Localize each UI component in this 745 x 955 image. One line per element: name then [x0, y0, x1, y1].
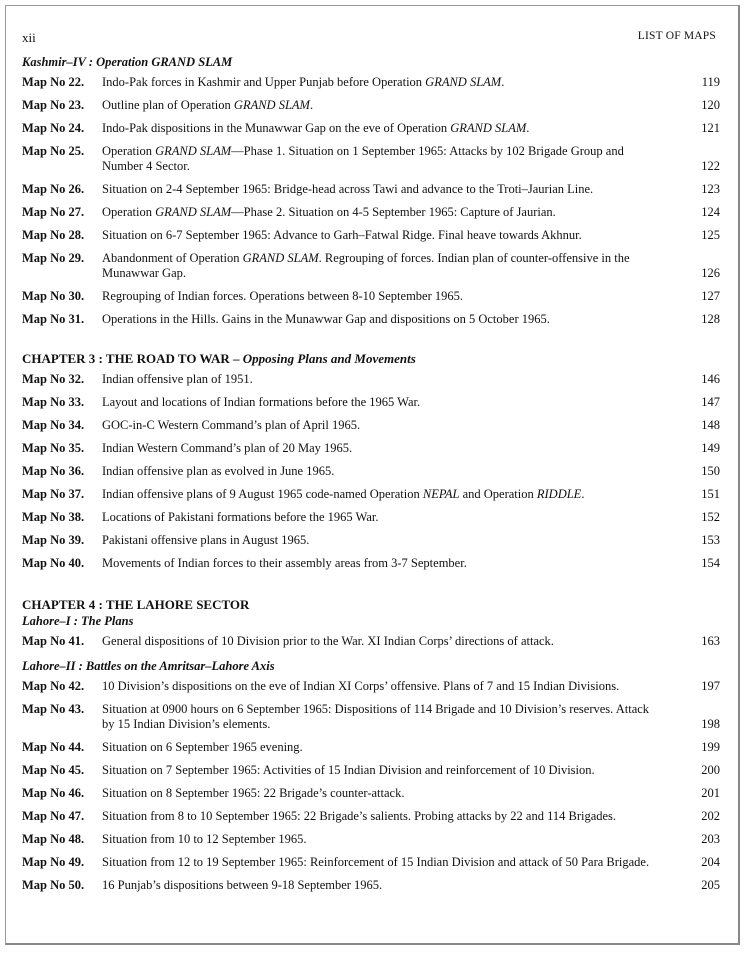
map-entry: [22, 878, 720, 893]
map-label: Map No 26.: [22, 182, 85, 196]
page-ref: 152: [701, 510, 720, 524]
page-ref: 120: [701, 98, 720, 112]
map-title: Pakistani offensive plans in August 1965.: [102, 533, 310, 547]
page-ref: 126: [701, 266, 720, 280]
map-entry: [22, 144, 720, 174]
map-label: Map No 23.: [22, 98, 85, 112]
running-title: LIST OF MAPS: [637, 30, 716, 42]
page-ref: 201: [701, 786, 720, 800]
page-number: xii: [22, 30, 36, 45]
map-label: Map No 29.: [22, 251, 85, 265]
map-entry: [22, 121, 720, 136]
map-label: Map No 27.: [22, 205, 85, 219]
map-entry: [22, 487, 720, 502]
map-label: Map No 41.: [22, 634, 85, 648]
map-entry: [22, 228, 720, 243]
map-entry: [22, 395, 720, 410]
map-title: Locations of Pakistani formations before the 1965 War.: [102, 510, 379, 524]
map-label: Map No 43.: [22, 702, 85, 716]
map-title: Situation on 7 September 1965: Activities of 15 Indian Division and reinforcement of 10 Division.: [102, 763, 595, 777]
map-label: Map No 24.: [22, 121, 85, 135]
page-ref: 122: [701, 159, 720, 173]
map-label: Map No 35.: [22, 441, 85, 455]
sub-heading: Lahore–II : Battles on the Amritsar–Lahore Axis: [22, 659, 275, 673]
map-entry: [22, 634, 720, 649]
map-entry: [22, 763, 720, 778]
map-entry: [22, 98, 720, 113]
map-title: Abandonment of Operation GRAND SLAM. Regrouping of forces. Indian plan of counter-offensive in the Munawwar Gap.: [102, 251, 630, 280]
map-title: Situation from 8 to 10 September 1965: 22 Brigade’s salients. Probing attacks by 22 and 114 Brigades.: [102, 809, 617, 823]
page-ref: 204: [701, 855, 720, 869]
map-label: Map No 40.: [22, 556, 85, 570]
page-ref: 203: [701, 832, 720, 846]
page-ref: 123: [701, 182, 720, 196]
map-label: Map No 22.: [22, 75, 85, 89]
map-title: Indo-Pak dispositions in the Munawwar Gap on the eve of Operation GRAND SLAM.: [102, 121, 530, 135]
map-title: 10 Division’s dispositions on the eve of Indian XI Corps’ offensive. Plans of 7 and 15 Indian Divisions.: [102, 679, 620, 693]
page-ref: 199: [701, 740, 720, 754]
map-title: Operation GRAND SLAM—Phase 2. Situation on 4-5 September 1965: Capture of Jaurian.: [102, 205, 556, 219]
page-ref: 124: [701, 205, 720, 219]
map-title: Situation on 8 September 1965: 22 Brigade’s counter-attack.: [102, 786, 405, 800]
map-title: Indian Western Command’s plan of 20 May 1965.: [102, 441, 353, 455]
sub-heading: Lahore–I : The Plans: [22, 614, 134, 628]
map-label: Map No 46.: [22, 786, 85, 800]
map-entry: [22, 289, 720, 304]
map-label: Map No 48.: [22, 832, 85, 846]
map-entry: [22, 786, 720, 801]
page-ref: 197: [701, 679, 720, 693]
map-title: Situation on 2-4 September 1965: Bridge-head across Tawi and advance to the Troti–Jaurian Line.: [102, 182, 594, 196]
section-2: [22, 597, 720, 649]
chapter-subtitle: Opposing Plans and Movements: [242, 351, 416, 366]
page-ref: 163: [701, 634, 720, 648]
map-label: Map No 39.: [22, 533, 85, 547]
map-entry: [22, 533, 720, 548]
map-entry: [22, 740, 720, 755]
page-ref: 128: [701, 312, 720, 326]
map-label: Map No 42.: [22, 679, 85, 693]
chapter-title: CHAPTER 3 : THE ROAD TO WAR –: [22, 351, 243, 366]
map-title: Situation on 6-7 September 1965: Advance to Garh–Fatwal Ridge. Final heave towards Akhnur.: [102, 228, 582, 242]
map-entry: [22, 702, 720, 732]
chapter-title: CHAPTER 4 : THE LAHORE SECTOR: [22, 597, 250, 612]
map-entry: [22, 464, 720, 479]
chapter-heading: [22, 351, 720, 367]
map-label: Map No 31.: [22, 312, 85, 326]
map-label: Map No 45.: [22, 763, 85, 777]
map-entry: [22, 418, 720, 433]
map-label: Map No 47.: [22, 809, 85, 823]
map-label: Map No 32.: [22, 372, 85, 386]
map-entry: [22, 251, 720, 281]
map-title: Indian offensive plan as evolved in June 1965.: [102, 464, 335, 478]
page-ref: 121: [701, 121, 720, 135]
map-entry: [22, 372, 720, 387]
map-label: Map No 28.: [22, 228, 85, 242]
map-title: Operations in the Hills. Gains in the Munawwar Gap and dispositions on 5 October 1965.: [102, 312, 550, 326]
page-ref: 153: [701, 533, 720, 547]
page-ref: 147: [701, 395, 720, 409]
map-label: Map No 37.: [22, 487, 85, 501]
map-title: Situation at 0900 hours on 6 September 1965: Dispositions of 114 Brigade and 10 Division’s reserves. Attack by 15 Indian Division’s elements.: [102, 702, 650, 731]
page-ref: 125: [701, 228, 720, 242]
map-entry: [22, 205, 720, 220]
map-title: Operation GRAND SLAM—Phase 1. Situation on 1 September 1965: Attacks by 102 Brigade Group and Number 4 Sector.: [102, 144, 624, 173]
section-0: [22, 54, 720, 327]
book-page: [5, 5, 740, 945]
map-title: Outline plan of Operation GRAND SLAM.: [102, 98, 314, 112]
map-title: Situation from 10 to 12 September 1965.: [102, 832, 307, 846]
map-entry: [22, 556, 720, 571]
page-ref: 149: [701, 441, 720, 455]
page-ref: 119: [701, 75, 720, 89]
page-ref: 146: [701, 372, 720, 386]
map-entry: [22, 75, 720, 90]
map-label: Map No 50.: [22, 878, 85, 892]
page-ref: 202: [701, 809, 720, 823]
map-label: Map No 44.: [22, 740, 85, 754]
map-entry: [22, 510, 720, 525]
map-title: Indian offensive plan of 1951.: [102, 372, 253, 386]
map-title: Regrouping of Indian forces. Operations between 8-10 September 1965.: [102, 289, 464, 303]
map-label: Map No 38.: [22, 510, 85, 524]
map-title: Layout and locations of Indian formations before the 1965 War.: [102, 395, 421, 409]
map-entry: [22, 312, 720, 327]
map-entry: [22, 855, 720, 870]
map-label: Map No 49.: [22, 855, 85, 869]
map-entry: [22, 679, 720, 694]
sub-heading: Kashmir–IV : Operation GRAND SLAM: [22, 55, 233, 69]
page-ref: 150: [701, 464, 720, 478]
map-label: Map No 30.: [22, 289, 85, 303]
section-1: [22, 351, 720, 571]
map-entry: [22, 832, 720, 847]
page-ref: 205: [701, 878, 720, 892]
page-ref: 200: [701, 763, 720, 777]
map-label: Map No 25.: [22, 144, 85, 158]
map-title: 16 Punjab’s dispositions between 9-18 September 1965.: [102, 878, 383, 892]
map-label: Map No 36.: [22, 464, 85, 478]
map-title: General dispositions of 10 Division prior to the War. XI Indian Corps’ directions of attack.: [102, 634, 554, 648]
map-title: Movements of Indian forces to their assembly areas from 3-7 September.: [102, 556, 467, 570]
page-ref: 198: [701, 717, 720, 731]
map-title: Situation from 12 to 19 September 1965: Reinforcement of 15 Indian Division and attack of 50 Para Brigade.: [102, 855, 650, 869]
map-title: Situation on 6 September 1965 evening.: [102, 740, 303, 754]
map-title: Indian offensive plans of 9 August 1965 code-named Operation NEPAL and Operation RIDDLE.: [102, 487, 585, 501]
page-ref: 127: [701, 289, 720, 303]
map-title: GOC-in-C Western Command’s plan of April 1965.: [102, 418, 361, 432]
map-title: Indo-Pak forces in Kashmir and Upper Punjab before Operation GRAND SLAM.: [102, 75, 505, 89]
section-3: [22, 658, 720, 893]
map-label: Map No 33.: [22, 395, 85, 409]
page-ref: 154: [701, 556, 720, 570]
map-label: Map No 34.: [22, 418, 85, 432]
map-entry: [22, 809, 720, 824]
chapter-heading: [22, 597, 720, 613]
page-ref: 148: [701, 418, 720, 432]
map-entry: [22, 441, 720, 456]
page-ref: 151: [701, 487, 720, 501]
list-of-maps: [22, 54, 720, 893]
map-entry: [22, 182, 720, 197]
